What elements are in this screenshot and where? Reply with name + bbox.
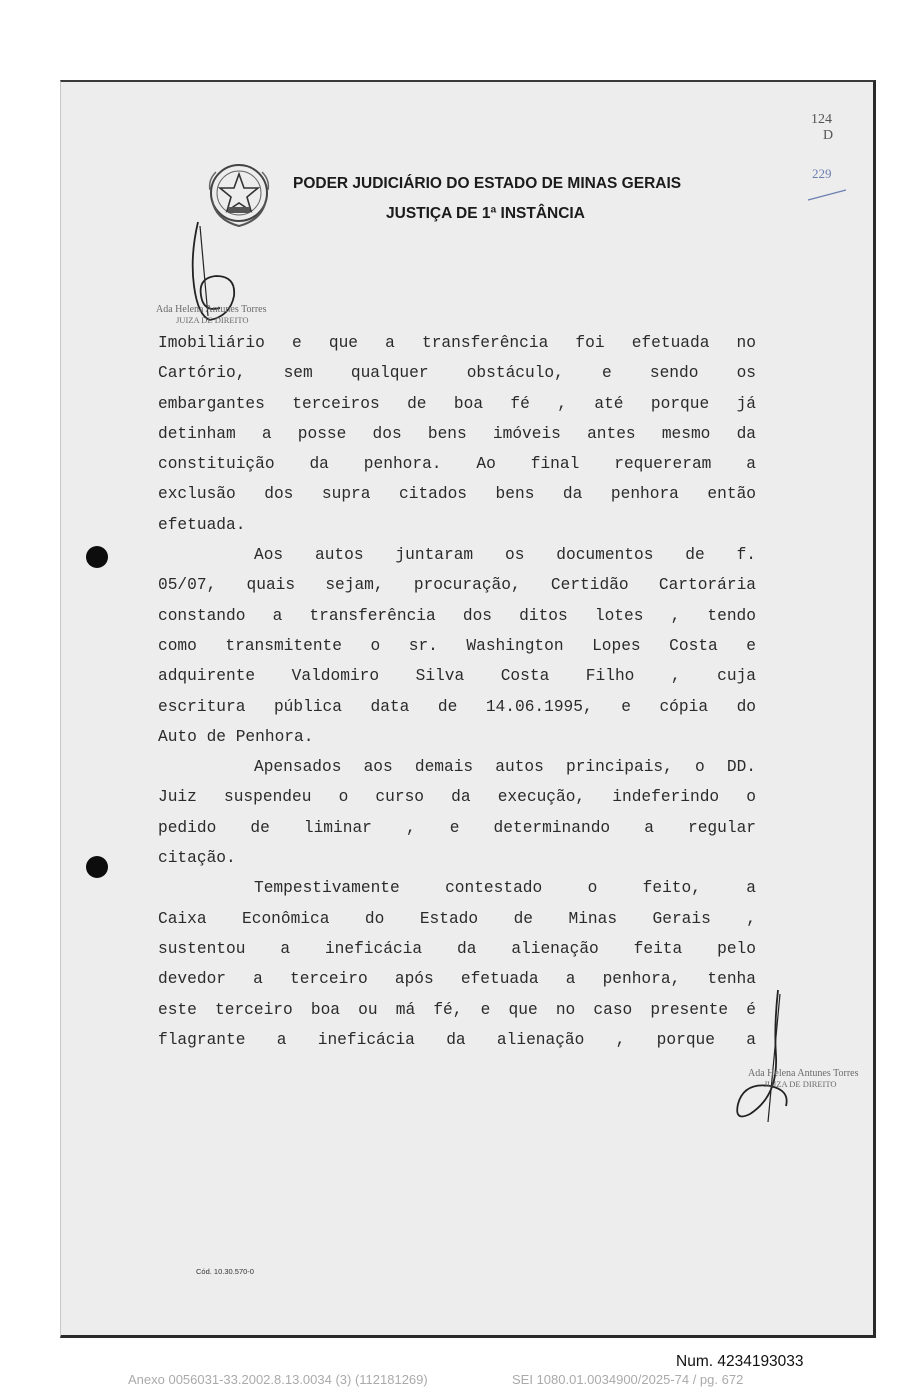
signature-bottom — [730, 986, 800, 1126]
annex-reference: Anexo 0056031-33.2002.8.13.0034 (3) (112181269) — [128, 1372, 428, 1387]
text-line: Tempestivamente contestado o feito, a — [254, 879, 756, 898]
text-line: Auto de Penhora. — [158, 727, 314, 746]
text-line: Aos autos juntaram os documentos de f. — [254, 546, 756, 565]
text-line: como transmitente o sr. Washington Lopes Costa e — [158, 636, 756, 655]
text-line: Juiz suspendeu o curso da execução, indeferindo o — [158, 788, 756, 807]
text-line: escritura pública data de 14.06.1995, e cópia do — [158, 697, 756, 716]
text-line: devedor a terceiro após efetuada a penhora, tenha — [158, 970, 756, 989]
document-body — [158, 328, 756, 1055]
court-title: PODER JUDICIÁRIO DO ESTADO DE MINAS GERAIS — [293, 175, 682, 192]
punch-hole — [86, 546, 108, 568]
page-number-handwritten-2: 229 — [812, 166, 832, 181]
text-line: adquirente Valdomiro Silva Costa Filho , cuja — [158, 667, 756, 686]
text-line: 05/07, quais sejam, procuração, Certidão Cartorária — [158, 576, 756, 595]
text-line: Imobiliário e que a transferência foi efetuada no — [158, 334, 756, 352]
text-line: exclusão dos supra citados bens da penhora então — [158, 485, 756, 504]
form-code: Cód. 10.30.570-0 — [196, 1267, 254, 1276]
page-number-handwritten: 124 D — [811, 112, 834, 143]
text-line: constituição da penhora. Ao final requereram a — [158, 455, 756, 474]
text-line: pedido de liminar , e determinando a regular — [158, 818, 756, 837]
text-line: detinham a posse dos bens imóveis antes mesmo da — [158, 424, 756, 443]
text-line: citação. — [158, 849, 236, 868]
text-line: este terceiro boa ou má fé, e que no caso presente é — [158, 1000, 756, 1019]
text-line: flagrante a ineficácia da alienação , porque a — [158, 1030, 756, 1049]
text-line: sustentou a ineficácia da alienação feita pelo — [158, 939, 756, 958]
text-line: embargantes terceiros de boa fé , até porque já — [158, 394, 756, 413]
text-line: efetuada. — [158, 515, 246, 534]
handwritten-underline — [806, 186, 850, 204]
judge-stamp-bottom: Ada Helena Antunes Torres JUIZA DE DIREITO — [748, 1068, 859, 1089]
judge-stamp-top: Ada Helena Antunes Torres JUIZA DE DIREITO — [156, 304, 267, 325]
document-number: Num. 4234193033 — [676, 1353, 804, 1370]
sei-reference: SEI 1080.01.0034900/2025-74 / pg. 672 — [512, 1372, 744, 1387]
punch-hole — [86, 856, 108, 878]
court-instance: JUSTIÇA DE 1ª INSTÂNCIA — [386, 205, 585, 222]
text-line: Apensados aos demais autos principais, o DD. — [254, 758, 756, 777]
text-line: Caixa Econômica do Estado de Minas Gerais , — [158, 909, 756, 928]
text-line: Cartório, sem qualquer obstáculo, e sendo os — [158, 364, 756, 383]
text-line: constando a transferência dos ditos lotes , tendo — [158, 606, 756, 625]
